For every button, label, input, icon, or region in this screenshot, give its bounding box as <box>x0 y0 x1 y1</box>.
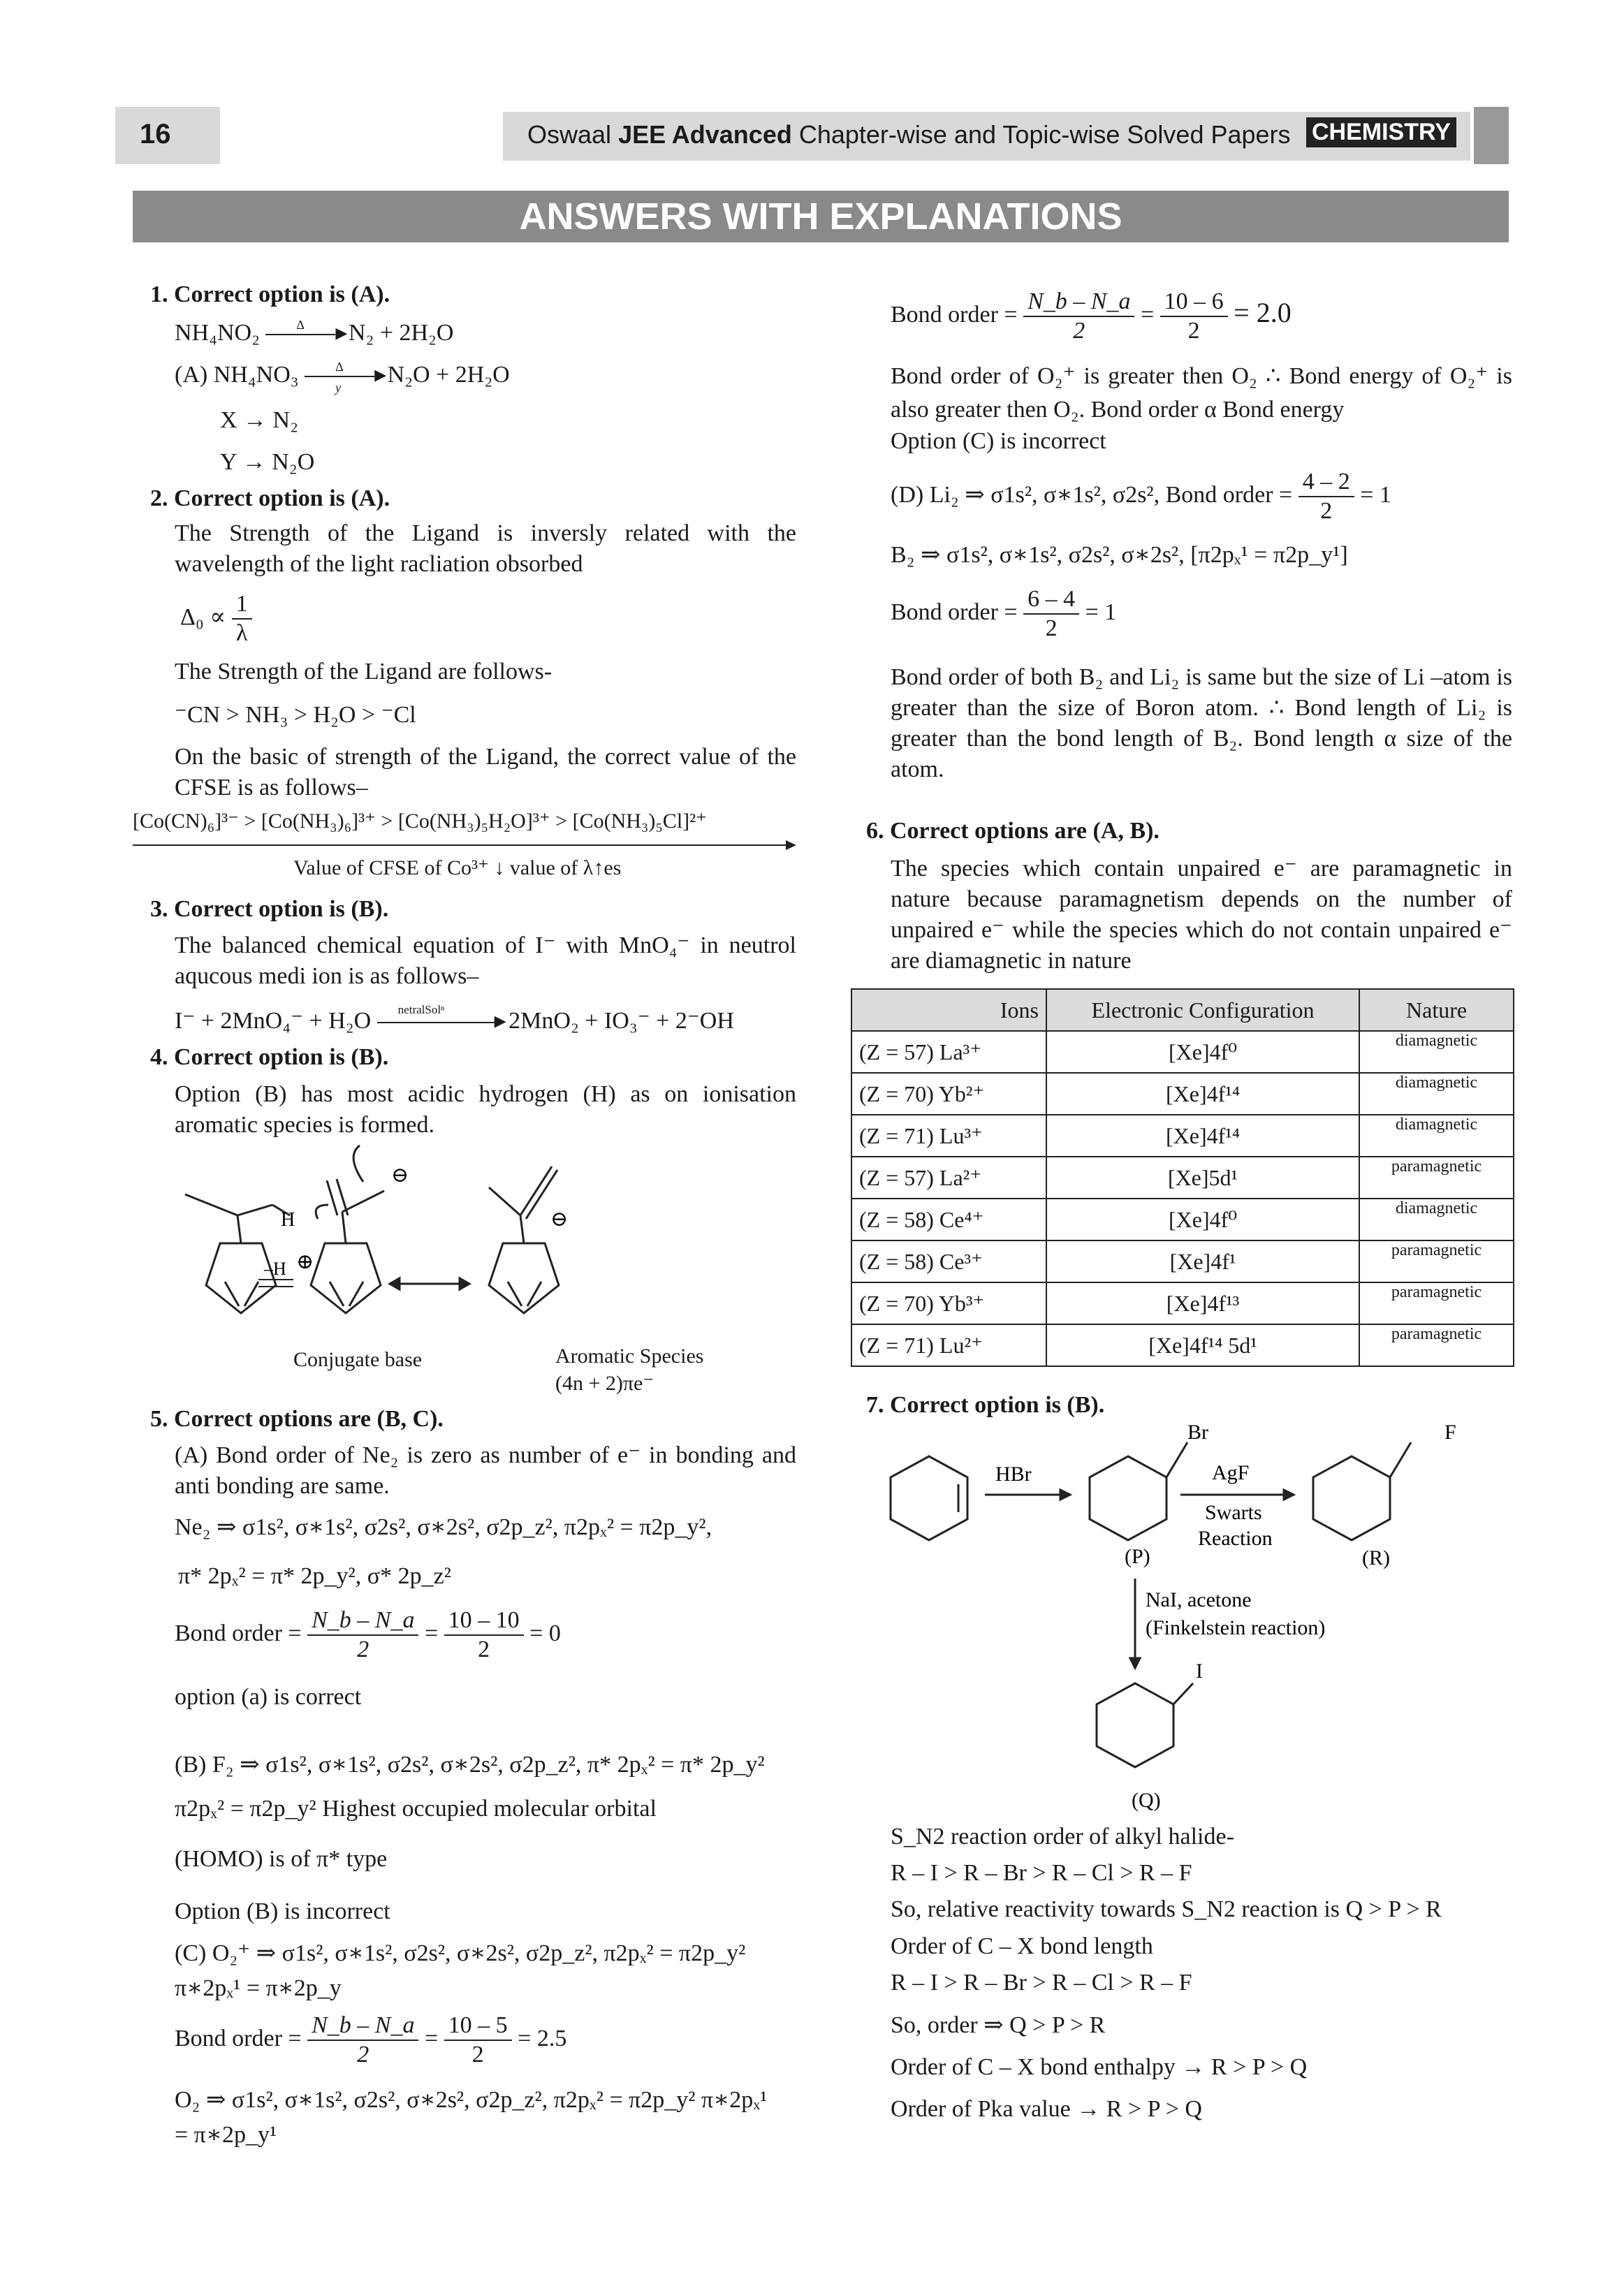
q2-proportion: Δ₀ ∝ $\frac{1}{\lambda}$ <box>180 590 252 647</box>
q5-ne2-config-2: π* 2pₓ² = π* 2p_y², σ* 2p_z² <box>178 1563 451 1589</box>
section-banner: ANSWERS WITH EXPLANATIONS <box>133 191 1509 242</box>
aromatic-ring-3 <box>489 1166 559 1313</box>
q6-heading: 6. Correct options are (A, B). <box>866 818 1160 844</box>
subject-tag: CHEMISTRY <box>1306 117 1456 147</box>
q5-li2-config: (D) Li₂ ⇒ σ1s², σ∗1s², σ2s², Bond order = $\frac{4 - 2}{2}$ = 1 <box>891 469 1391 524</box>
series-name: JEE Advanced <box>618 120 792 149</box>
q7-q-label: (Q) <box>1132 1789 1161 1812</box>
q3-para1: The balanced chemical equation of I⁻ with MnO₄⁻ in neutrol aqucous medi ion is as follows– <box>175 932 796 989</box>
iodocyclohexane-ring <box>1097 1683 1193 1767</box>
q5-heading: 5. Correct options are (B, C). <box>150 1406 444 1432</box>
bromocyclohexane-ring <box>1090 1442 1187 1540</box>
q4-aromatic-label: Aromatic Species <box>555 1345 704 1368</box>
electronic-config-table <box>851 988 1514 1367</box>
q6-para: The species which contain unpaired e⁻ are paramagnetic in nature because paramagnetism depends on the number of unpaired e⁻ while the species which do not contain unpaired e⁻ are diamagnetic in nature <box>891 856 1512 974</box>
q7-br-label: Br <box>1187 1421 1208 1444</box>
q7-nai-label: NaI, acetone <box>1146 1588 1252 1611</box>
q5-o2-config: O₂ ⇒ σ1s², σ∗1s², σ2s², σ∗2s², σ2p_z², π2pₓ² = π2p_y² π∗2pₓ¹ <box>175 2087 768 2113</box>
q4-para1: Option (B) has most acidic hydrogen (H) as on ionisation aromatic species is formed. <box>175 1081 796 1138</box>
table-row: (Z = 57) La³⁺ [Xe]4f⁰ diamagnetic <box>851 1031 1514 1073</box>
cyclopentadiene-ring-2 <box>311 1145 384 1313</box>
q4-minus-h-label: –H <box>264 1259 286 1279</box>
table-row: (Z = 57) La²⁺ [Xe]5d¹ paramagnetic <box>851 1157 1514 1199</box>
q2-cfse-series: [Co(CN)₆]³⁻ > [Co(NH₃)₆]³⁺ > [Co(NH₃)₅H₂O]³⁺ > [Co(NH₃)₅Cl]²⁺ <box>133 810 707 833</box>
fluorocyclohexane-ring <box>1313 1442 1411 1540</box>
q4-heading: 4. Correct option is (B). <box>150 1044 389 1070</box>
q5-o2-comparison: Bond order of O₂⁺ is greater then O₂ ∴ Bond energy of O₂⁺ is also greater then O₂. Bond order α Bond energy <box>891 363 1512 423</box>
q2-series-arrow <box>133 838 796 852</box>
col-header-nature: Nature <box>1359 989 1514 1031</box>
q2-series-caption: Value of CFSE of Co³⁺ ↓ value of λ↑es <box>293 856 622 879</box>
q5-f2-config: (B) F₂ ⇒ σ1s², σ∗1s², σ2s², σ∗2s², σ2p_z², π* 2pₓ² = π* 2p_y² <box>175 1752 765 1778</box>
q7-agf-label: AgF <box>1212 1461 1250 1484</box>
table-row: (Z = 58) Ce⁴⁺ [Xe]4f⁰ diamagnetic <box>851 1199 1514 1240</box>
q7-r-label: (R) <box>1362 1546 1390 1569</box>
table-row: (Z = 70) Yb²⁺ [Xe]4f¹⁴ diamagnetic <box>851 1073 1514 1115</box>
q5-b2-config: B₂ ⇒ σ1s², σ∗1s², σ2s², σ∗2s², [π2pₓ¹ = π2p_y¹] <box>891 542 1348 568</box>
table-row: (Z = 58) Ce³⁺ [Xe]4f¹ paramagnetic <box>851 1240 1514 1282</box>
q5-ne2-config: Ne₂ ⇒ σ1s², σ∗1s², σ2s², σ∗2s², σ2p_z², π2pₓ² = π2p_y², <box>175 1514 712 1540</box>
q7-reaction-scheme <box>880 1418 1509 1837</box>
q3-equation: I⁻ + 2MnO₄⁻ + H₂O netralSolⁿ ▸ 2MnO₂ + IO₃⁻ + 2⁻OH <box>175 1003 734 1034</box>
q3-heading: 3. Correct option is (B). <box>150 896 389 922</box>
nai-arrow <box>1130 1579 1140 1668</box>
q7-line4: Order of C – X bond length <box>891 1933 1153 1959</box>
q1-line1: NH₄NO₂ Δ ▸ N₂ + 2H₂O <box>175 318 454 346</box>
running-header-text <box>527 120 1291 149</box>
q7-line8: Order of Pka value → R > P > Q <box>891 2096 1202 2122</box>
q2-ligand-order: ⁻CN > NH₃ > H₂O > ⁻Cl <box>175 702 416 728</box>
q5-d-explanation: Bond order of both B₂ and Li₂ is same but the size of Li –atom is greater than the size of Boron atom. ∴ Bond length of Li₂ is greater than the bond length of B₂. Bond length α size of the atom. <box>891 664 1512 782</box>
q5-b2-bond-order: Bond order = $\frac{6 - 4}{2}$ = 1 <box>891 586 1117 641</box>
q7-hbr-label: HBr <box>995 1463 1032 1486</box>
cyclopentadiene-ring-1 <box>185 1194 290 1313</box>
q7-line5: R – I > R – Br > R – Cl > R – F <box>891 1970 1192 1996</box>
q2-para3: On the basic of strength of the Ligand, the correct value of the CFSE is as follows– <box>175 744 796 800</box>
q1-line3: X → N₂ <box>220 407 298 433</box>
q5-c-conclusion: Option (C) is incorrect <box>891 428 1106 454</box>
table-row: (Z = 71) Lu³⁺ [Xe]4f¹⁴ diamagnetic <box>851 1115 1514 1157</box>
q1-line2: (A) NH₄NO₃ Δ y ▸ N₂O + 2H₂O <box>175 360 510 395</box>
q5-a-conclusion: option (a) is correct <box>175 1684 362 1710</box>
q1-heading: 1. Correct option is (A). <box>150 281 390 307</box>
q7-line1: S_N2 reaction order of alkyl halide- <box>891 1824 1234 1850</box>
q7-p-label: (P) <box>1125 1545 1150 1568</box>
q5-o2-bond-order: Bond order = $\frac{N\_b - N\_a}{2}$ = $\frac{10 - 6}{2}$ = 2.0 <box>891 288 1292 344</box>
q2-para1: The Strength of the Ligand is inversly related with the wavelength of the light racliation obsorbed <box>175 520 796 577</box>
q7-reaction-label: Reaction <box>1198 1527 1273 1550</box>
q4-conjugate-base-label: Conjugate base <box>293 1348 423 1371</box>
q5-a-para: (A) Bond order of Ne₂ is zero as number of e⁻ in bonding and anti bonding are same. <box>175 1442 796 1499</box>
q1-line4: Y → N₂O <box>220 449 315 475</box>
table-header-row <box>851 989 1514 1031</box>
q7-line6: So, order ⇒ Q > P > R <box>891 2012 1106 2038</box>
q5-b-conclusion: Option (B) is incorrect <box>175 1898 390 1924</box>
publisher: Oswaal <box>527 120 612 149</box>
cyclohexene-ring <box>891 1456 967 1540</box>
q5-homo-line: π2pₓ² = π2p_y² Highest occupied molecular orbital <box>175 1796 657 1822</box>
plus-charge-icon: ⊕ <box>296 1250 314 1273</box>
q5-c-bond-order: Bond order = $\frac{N\_b - N\_a}{2}$ = $\frac{10 - 5}{2}$ = 2.5 <box>175 2012 567 2067</box>
q5-homo-type: (HOMO) is of π* type <box>175 1846 388 1872</box>
q2-para2: The Strength of the Ligand are follows- <box>175 659 553 685</box>
minus-charge-icon: ⊖ <box>391 1164 409 1187</box>
table-row: (Z = 70) Yb³⁺ [Xe]4f¹³ paramagnetic <box>851 1282 1514 1324</box>
minus-charge-icon: ⊖ <box>550 1208 569 1231</box>
q7-line2: R – I > R – Br > R – Cl > R – F <box>891 1860 1192 1886</box>
q4-h-label: H <box>281 1209 295 1231</box>
header-right-bar <box>1474 107 1509 164</box>
table-row: (Z = 71) Lu²⁺ [Xe]4f¹⁴ 5d¹ paramagnetic <box>851 1324 1514 1366</box>
q7-line7: Order of C – X bond enthalpy → R > P > Q <box>891 2054 1308 2080</box>
col-header-config: Electronic Configuration <box>1046 989 1359 1031</box>
col-header-ions: Ions <box>851 989 1046 1031</box>
q5-a-bond-order: Bond order = $\frac{N\_b - N\_a}{2}$ = $\frac{10 - 10}{2}$ = 0 <box>175 1607 561 1662</box>
q7-finkelstein-label: (Finkelstein reaction) <box>1146 1616 1326 1639</box>
q7-heading: 7. Correct option is (B). <box>866 1392 1105 1418</box>
q2-heading: 2. Correct option is (A). <box>150 485 390 511</box>
q7-swarts-label: Swarts <box>1205 1501 1262 1524</box>
resonance-arrow <box>390 1278 469 1289</box>
q5-o2plus-config-2: π∗2pₓ¹ = π∗2p_y <box>175 1975 342 2001</box>
q5-o2-config-2: = π∗2p_y¹ <box>175 2122 277 2148</box>
q7-i-label: I <box>1196 1660 1203 1683</box>
book-subtitle: Chapter-wise and Topic-wise Solved Papers <box>798 120 1291 149</box>
q4-structure-diagram <box>168 1139 657 1376</box>
q7-line3: So, relative reactivity towards S_N2 reaction is Q > P > R <box>891 1896 1442 1922</box>
q7-f-label: F <box>1444 1421 1456 1444</box>
q5-o2plus-config: (C) O₂⁺ ⇒ σ1s², σ∗1s², σ2s², σ∗2s², σ2p_z², π2pₓ² = π2p_y² <box>175 1940 746 1966</box>
q4-aromatic-electrons: (4n + 2)πe⁻ <box>555 1372 654 1395</box>
page-number: 16 <box>140 119 171 149</box>
hbr-arrow <box>985 1490 1070 1500</box>
agf-arrow <box>1180 1490 1294 1500</box>
